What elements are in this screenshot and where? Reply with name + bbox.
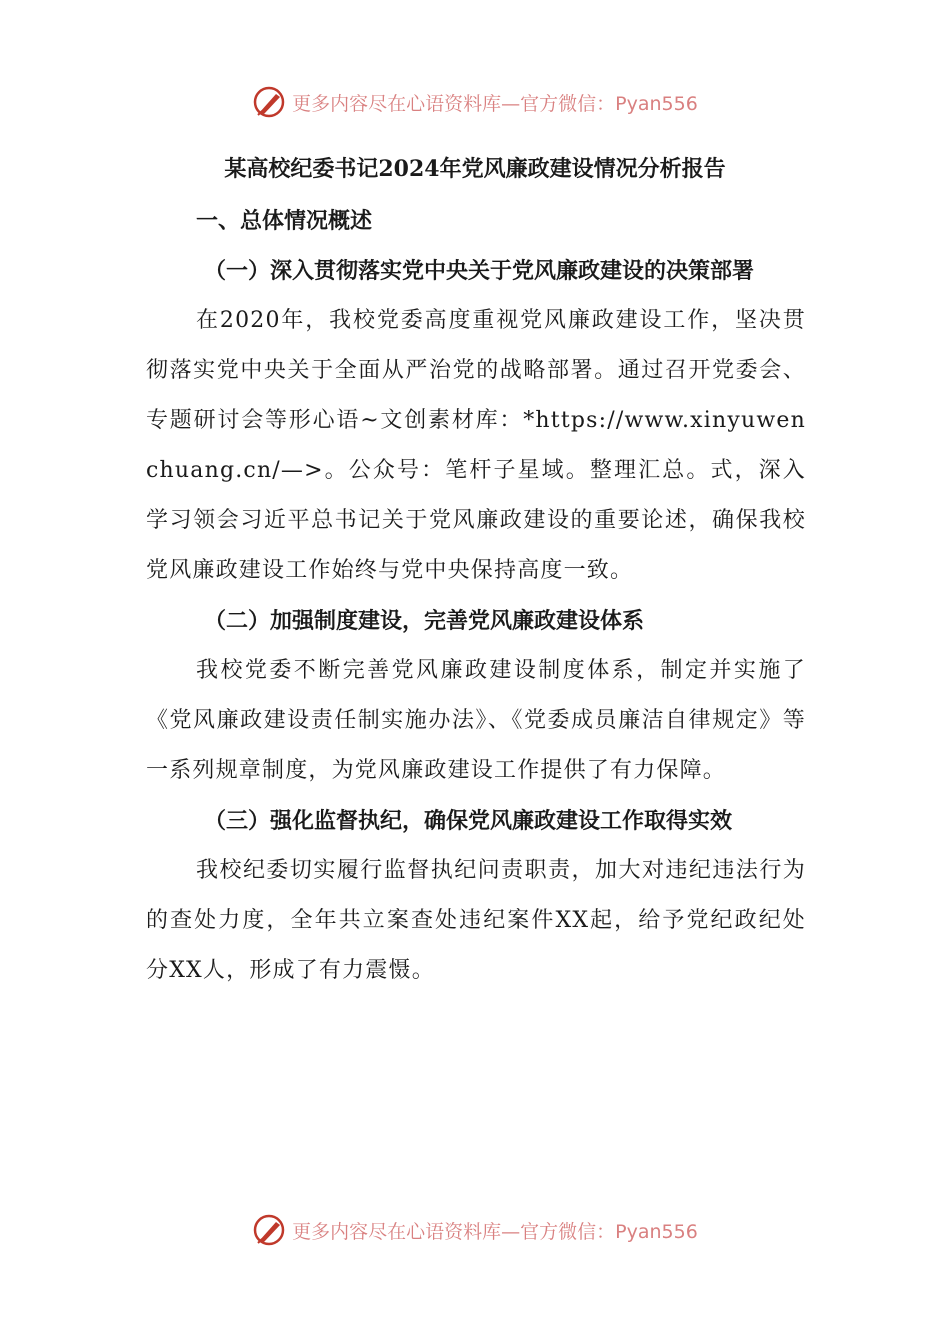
footer-banner — [0, 1208, 950, 1252]
quill-pen-logo-icon — [252, 85, 286, 119]
paragraph-1: 在2020年，我校党委高度重视党风廉政建设工作，坚决贯彻落实党中央关于全面从严治党的战略部署。通过召开党委会、专题研讨会等形心语~文创素材库：*https://www.xinyuwenchuang.cn/—>。公众号：笔杆子星域。整理汇总。式，深入学习领会习近平总书记关于党风廉政建设的重要论述，确保我校党风廉政建设工作始终与党中央保持高度一致。 — [146, 308, 806, 583]
subsection-heading-1: （一）深入贯彻落实党中央关于党风廉政建设的决策部署 — [204, 258, 755, 284]
subsection-heading-2: （二）加强制度建设，完善党风廉政建设体系 — [204, 608, 645, 634]
paragraph-2: 我校党委不断完善党风廉政建设制度体系，制定并实施了《党风廉政建设责任制实施办法》、《党委成员廉洁自律规定》等一系列规章制度，为党风廉政建设工作提供了有力保障。 — [146, 658, 806, 783]
paragraph-3: 我校纪委切实履行监督执纪问责职责，加大对违纪违法行为的查处力度，全年共立案查处违纪案件XX起，给予党纪政纪处分XX人，形成了有力震慑。 — [146, 858, 806, 983]
quill-pen-logo-icon — [252, 1213, 286, 1247]
banner-slogan: 更多内容尽在心语资料库— — [292, 92, 521, 115]
subsection-heading-3: （三）强化监督执纪，确保党风廉政建设工作取得实效 — [204, 808, 733, 834]
header-banner — [0, 80, 950, 124]
document-title: 某高校纪委书记2024年党风廉政建设情况分析报告 — [224, 156, 726, 182]
document-body — [146, 196, 806, 996]
banner-contact: 官方微信：Pyan556 — [520, 1220, 698, 1243]
section-heading-overview: 一、总体情况概述 — [196, 208, 373, 234]
banner-slogan: 更多内容尽在心语资料库— — [292, 1220, 521, 1243]
banner-contact: 官方微信：Pyan556 — [520, 92, 698, 115]
